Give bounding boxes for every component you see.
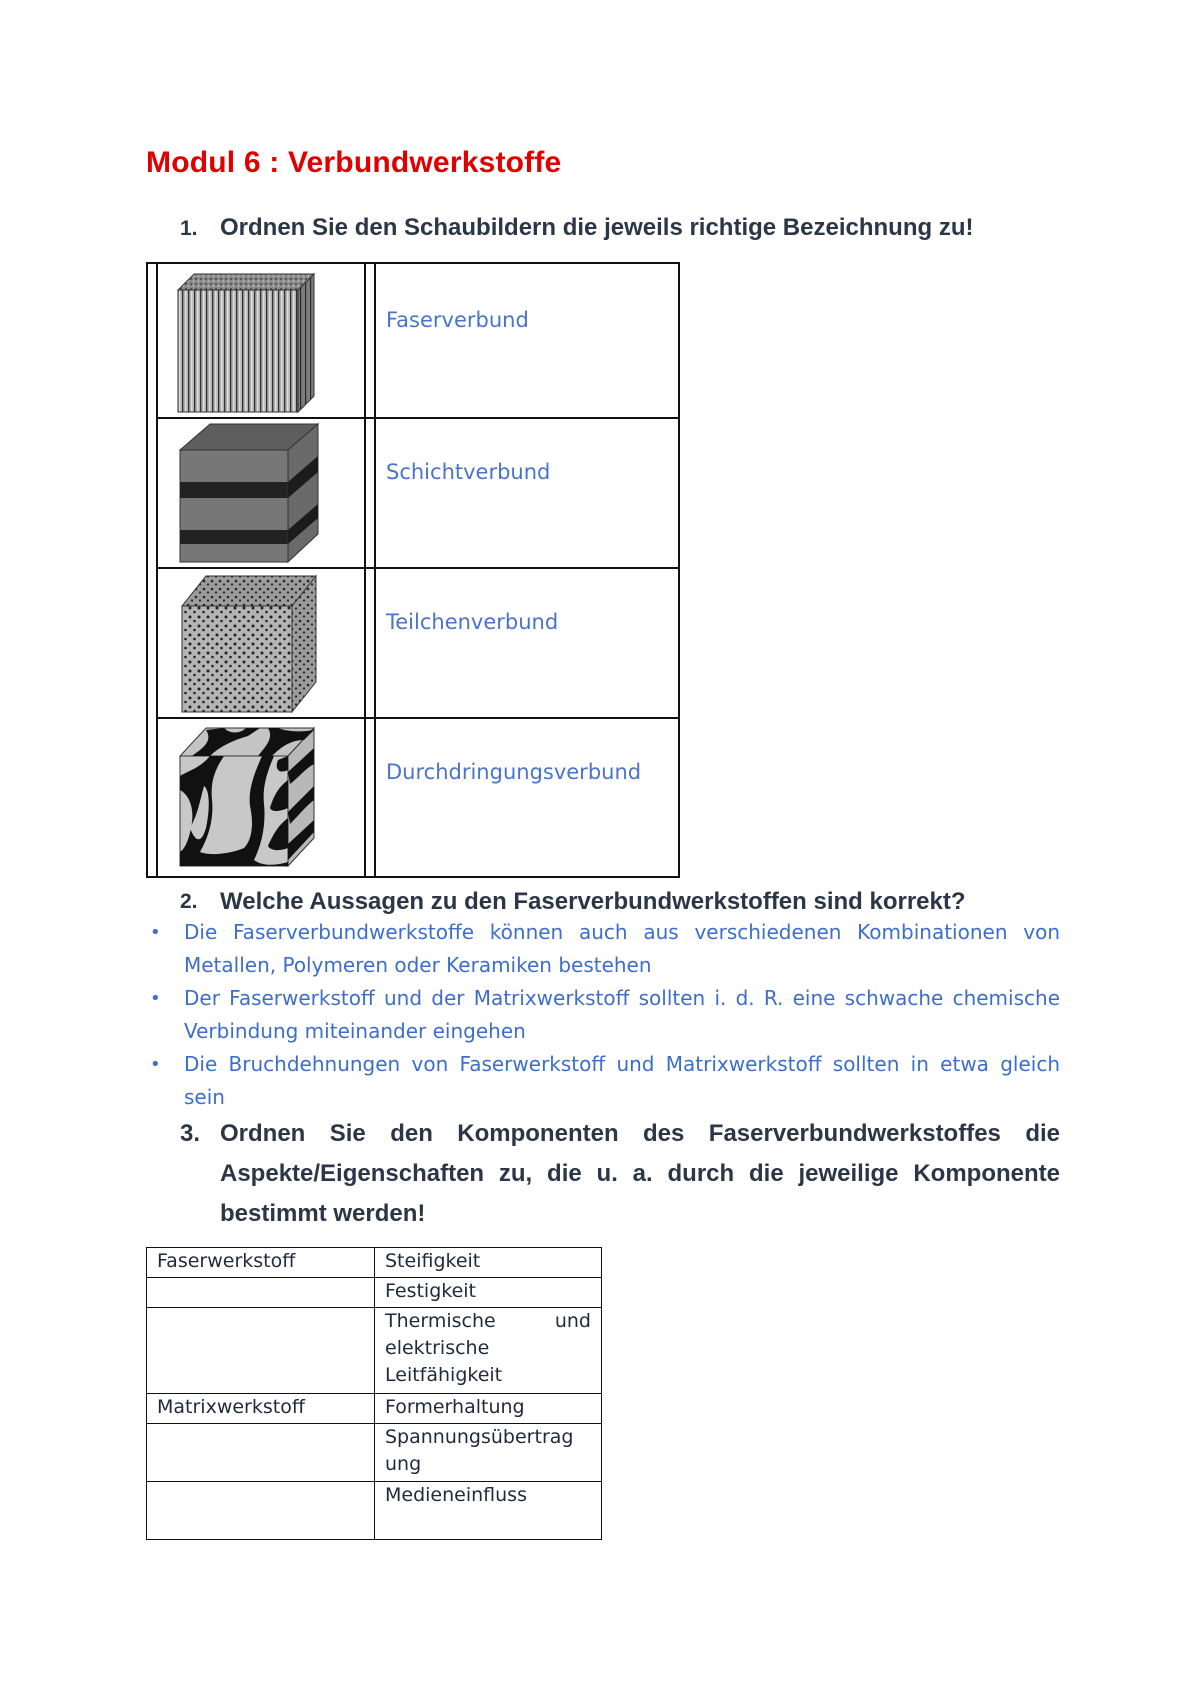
composite-type-label: Faserverbund [386, 308, 529, 332]
particle-composite-cube-icon [170, 570, 320, 716]
table-cell [147, 1424, 375, 1482]
list-item: • Die Bruchdehnungen von Faserwerkstoff und Matrixwerkstoff sollten in etwa gleich sein [150, 1052, 1060, 1109]
table-cell [147, 1278, 375, 1308]
question-number: 3. [180, 1120, 201, 1147]
question-text: Ordnen Sie den Komponenten des Faserverbundwerkstoffes die Aspekte/Eigenschaften zu, die u. a. durch die jeweilige Komponente bestimmt werden! [220, 1120, 1060, 1227]
list-item: • Die Faserverbundwerkstoffe können auch aus verschiedenen Kombinationen von Metallen, Polymeren oder Keramiken bestehen [150, 920, 1060, 977]
table-cell: Steifigkeit [375, 1248, 602, 1278]
component-properties-table [146, 1247, 602, 1540]
table-cell: Medieneinfluss [375, 1482, 602, 1540]
list-item: • Der Faserwerkstoff und der Matrixwerkstoff sollten i. d. R. eine schwache chemische Verbindung miteinander eingehen [150, 986, 1060, 1043]
page-title: Modul 6 : Verbundwerkstoffe [146, 146, 562, 179]
table-row [147, 1482, 602, 1540]
composite-types-table [146, 262, 680, 878]
table-row [147, 1424, 602, 1482]
table-cell [147, 1308, 375, 1394]
table-row [147, 1308, 602, 1394]
question-text: Welche Aussagen zu den Faserverbundwerkstoffen sind korrekt? [220, 888, 966, 915]
table-cell: Matrixwerkstoff [147, 1394, 375, 1424]
composite-type-label: Schichtverbund [386, 460, 551, 484]
fiber-composite-cube-icon [170, 268, 320, 414]
question-number: 2. [180, 890, 198, 913]
composite-type-label: Durchdringungsverbund [386, 760, 642, 784]
question-3 [180, 1114, 1060, 1234]
question-number: 1. [180, 217, 198, 240]
answer-bullet-list [146, 916, 1060, 1114]
table-cell: Formerhaltung [375, 1394, 602, 1424]
table-row [147, 1278, 602, 1308]
question-text: Ordnen Sie den Schaubildern die jeweils richtige Bezeichnung zu! [220, 214, 974, 241]
table-cell: Faserwerkstoff [147, 1248, 375, 1278]
table-cell [147, 1482, 375, 1540]
interpenetrating-composite-cube-icon [170, 720, 320, 870]
table-cell: Spannungsübertrag ung [375, 1424, 602, 1482]
table-cell: Festigkeit [375, 1278, 602, 1308]
layer-composite-cube-icon [170, 420, 320, 566]
table-cell: Thermische und elektrische Leitfähigkeit [375, 1308, 602, 1394]
table-row [147, 1394, 602, 1424]
table-row [147, 1248, 602, 1278]
composite-type-label: Teilchenverbund [386, 610, 559, 634]
